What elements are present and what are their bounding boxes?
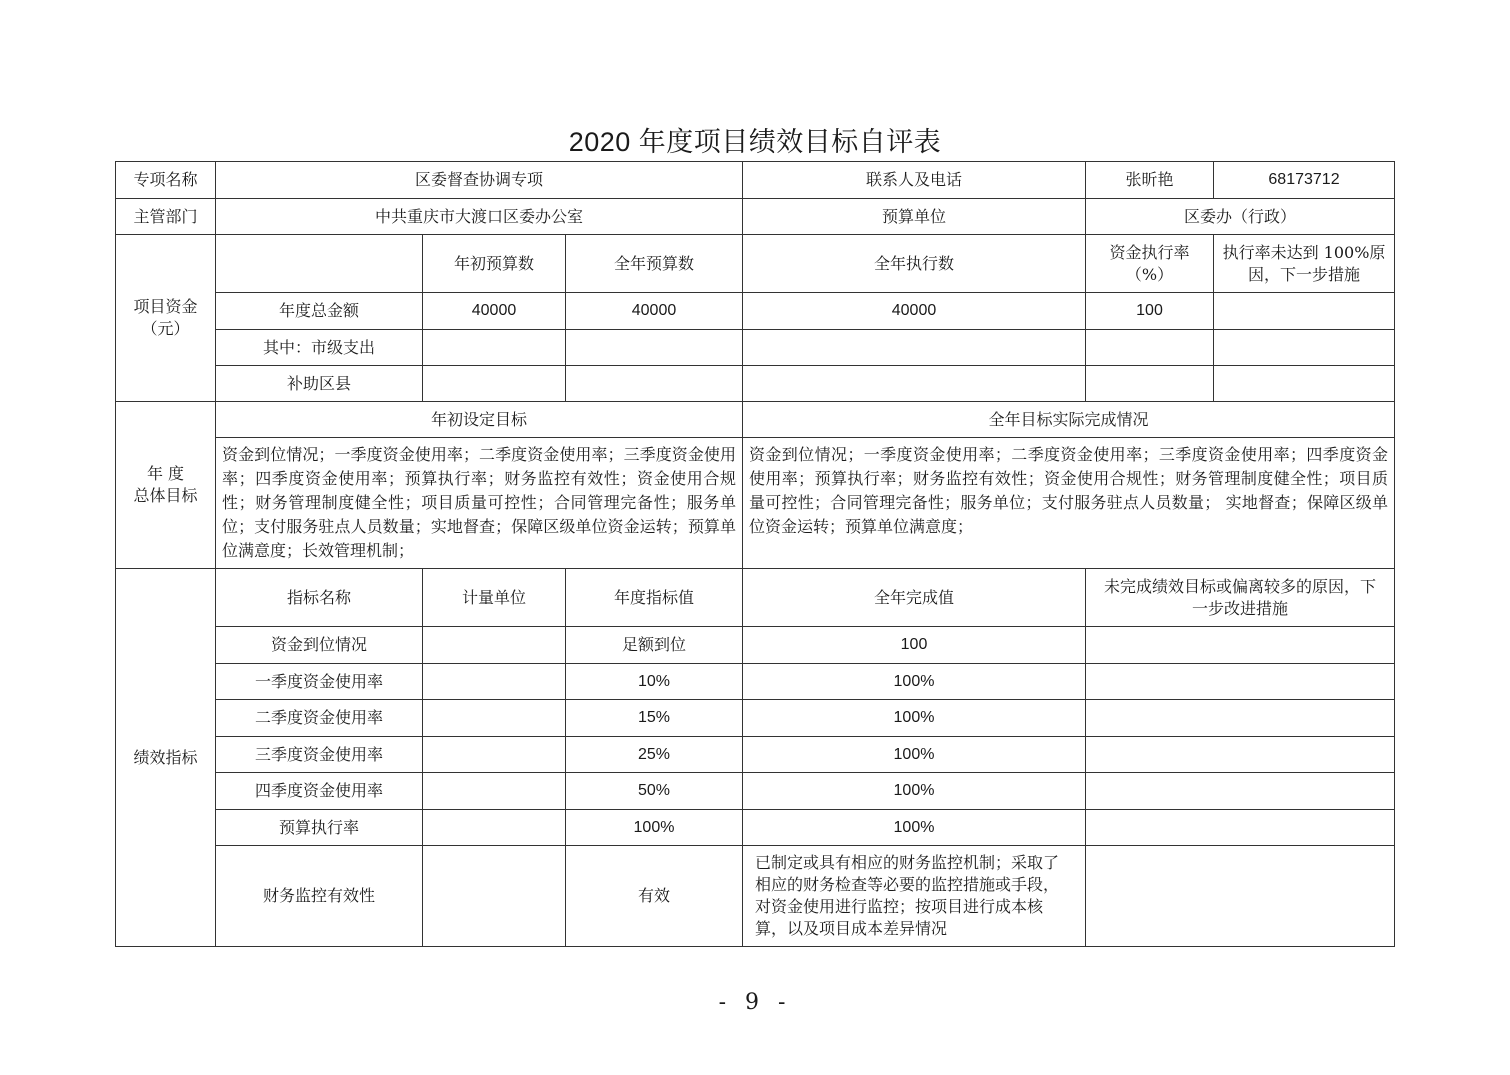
funds-col-reason: 执行率未达到 100%原因，下一步措施 [1214,235,1395,293]
table-row [116,700,1395,737]
funds-row-full: 40000 [566,293,743,330]
ind-actual: 100% [743,664,1086,700]
table-row [116,664,1395,700]
ind-unit [423,810,566,846]
ind-unit [423,627,566,664]
ind-col-name: 指标名称 [216,569,423,627]
ind-actual: 100% [743,737,1086,773]
ind-col-target: 年度指标值 [566,569,743,627]
table-row [116,569,1395,627]
ind-name: 三季度资金使用率 [216,737,423,773]
table-row [116,810,1395,846]
table-row [116,773,1395,810]
funds-blank-header [216,235,423,293]
ind-actual: 100% [743,773,1086,810]
table-row [116,627,1395,664]
table-row [116,199,1395,235]
table-row [116,846,1395,947]
indicators-section-label: 绩效指标 [116,569,216,947]
table-row [116,330,1395,366]
ind-name: 二季度资金使用率 [216,700,423,737]
goals-initial-text: 资金到位情况；一季度资金使用率；二季度资金使用率；三季度资金使用率；四季度资金使用率；预算执行率；财务监控有效性；资金使用合规性；财务管理制度健全性；项目质量可控性；合同管理完备性；服务单位；支付服务驻点人员数量；实地督查；保障区级单位资金运转；预算单位满意度；长效管理机制； [216,438,743,569]
ind-target: 25% [566,737,743,773]
funds-section-label: 项目资金（元） [116,235,216,402]
ind-target: 15% [566,700,743,737]
performance-table [115,161,1395,947]
funds-col-full: 全年预算数 [566,235,743,293]
page-title: 2020 年度项目绩效目标自评表 [568,127,942,157]
funds-row-rate: 100 [1086,293,1214,330]
ind-actual: 100% [743,700,1086,737]
funds-row-initial [423,366,566,402]
table-row [116,235,1395,293]
ind-unit [423,846,566,947]
funds-row-full [566,366,743,402]
contact-phone: 68173712 [1214,162,1395,199]
project-name: 区委督查协调专项 [216,162,743,199]
dept-name: 中共重庆市大渡口区委办公室 [216,199,743,235]
funds-row-label: 补助区县 [216,366,423,402]
goals-section-label: 年 度 总体目标 [116,402,216,569]
table-row [116,737,1395,773]
funds-row-label: 其中：市级支出 [216,330,423,366]
ind-col-unit: 计量单位 [423,569,566,627]
ind-reason [1086,664,1395,700]
ind-actual: 已制定或具有相应的财务监控机制；采取了相应的财务检查等必要的监控措施或手段，对资金使用进行监控；按项目进行成本核算，以及项目成本差异情况 [743,846,1086,947]
ind-col-reason: 未完成绩效目标或偏离较多的原因，下一步改进措施 [1086,569,1395,627]
table-row [116,438,1395,569]
funds-row-exec: 40000 [743,293,1086,330]
table-row [116,366,1395,402]
ind-target: 有效 [566,846,743,947]
funds-row-reason [1214,330,1395,366]
table-row [116,293,1395,330]
funds-row-label: 年度总金额 [216,293,423,330]
budget-unit-name: 区委办（行政） [1086,199,1395,235]
ind-reason [1086,810,1395,846]
goals-initial-header: 年初设定目标 [216,402,743,438]
ind-reason [1086,737,1395,773]
funds-row-rate [1086,366,1214,402]
funds-row-reason [1214,293,1395,330]
ind-col-actual: 全年完成值 [743,569,1086,627]
ind-name: 财务监控有效性 [216,846,423,947]
page-number: - 9 - [718,990,792,1015]
funds-col-initial: 年初预算数 [423,235,566,293]
ind-unit [423,737,566,773]
budget-unit-label: 预算单位 [743,199,1086,235]
ind-reason [1086,846,1395,947]
funds-row-exec [743,366,1086,402]
ind-name: 资金到位情况 [216,627,423,664]
funds-row-full [566,330,743,366]
ind-name: 一季度资金使用率 [216,664,423,700]
ind-unit [423,773,566,810]
goals-actual-header: 全年目标实际完成情况 [743,402,1395,438]
funds-row-initial [423,330,566,366]
table-row [116,402,1395,438]
ind-target: 10% [566,664,743,700]
ind-actual: 100 [743,627,1086,664]
ind-target: 100% [566,810,743,846]
funds-col-exec: 全年执行数 [743,235,1086,293]
ind-reason [1086,773,1395,810]
ind-reason [1086,700,1395,737]
funds-row-reason [1214,366,1395,402]
contact-label: 联系人及电话 [743,162,1086,199]
ind-unit [423,700,566,737]
table-row [116,162,1395,199]
funds-row-exec [743,330,1086,366]
project-label: 专项名称 [116,162,216,199]
ind-target: 50% [566,773,743,810]
funds-col-rate: 资金执行率（%） [1086,235,1214,293]
ind-unit [423,664,566,700]
ind-target: 足额到位 [566,627,743,664]
dept-label: 主管部门 [116,199,216,235]
ind-actual: 100% [743,810,1086,846]
ind-name: 预算执行率 [216,810,423,846]
contact-name: 张昕艳 [1086,162,1214,199]
funds-row-initial: 40000 [423,293,566,330]
goals-actual-text: 资金到位情况；一季度资金使用率；二季度资金使用率；三季度资金使用率；四季度资金使用率；预算执行率；财务监控有效性；资金使用合规性；财务管理制度健全性；项目质量可控性；合同管理完备性；服务单位；支付服务驻点人员数量； 实地督查；保障区级单位资金运转；预算单位满意度； [743,438,1395,569]
ind-name: 四季度资金使用率 [216,773,423,810]
ind-reason [1086,627,1395,664]
funds-row-rate [1086,330,1214,366]
